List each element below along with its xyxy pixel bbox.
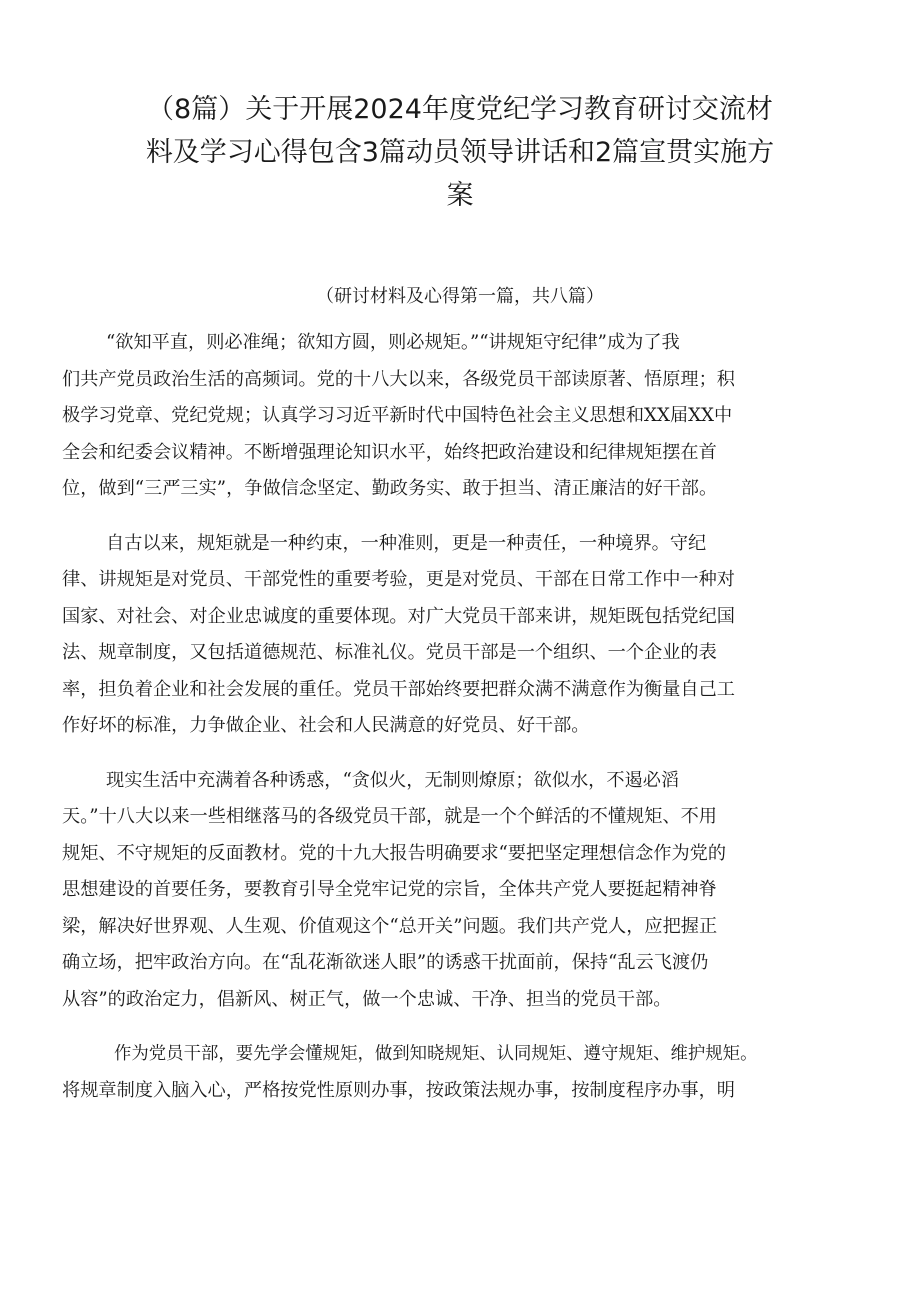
paragraph-line: 们共产党员政治生活的高频词。党的十八大以来，各级党员干部读原著、悟原理；积 bbox=[62, 368, 735, 390]
paragraph-line: 梁，解决好世界观、人生观、价值观这个“总开关”问题。我们共产党人，应把握正 bbox=[62, 915, 718, 937]
paragraph-line: 规矩、不守规矩的反面教材。党的十九大报告明确要求“要把坚定理想信念作为党的 bbox=[62, 842, 727, 864]
paragraph-line: 律、讲规矩是对党员、干部党性的重要考验，更是对党员、干部在日常工作中一种对 bbox=[62, 569, 735, 590]
paragraph-line: 国家、对社会、对企业忠诚度的重要体现。对广大党员干部来讲，规矩既包括党纪国 bbox=[62, 605, 735, 627]
title-line: （8篇）关于开展2024年度党纪学习教育研讨交流材 bbox=[147, 94, 773, 125]
paragraph-line: 天。”十八大以来一些相继落马的各级党员干部，就是一个个鲜活的不懂规矩、不用 bbox=[62, 806, 717, 827]
paragraph-line: 极学习党章、党纪党规；认真学习习近平新时代中国特色社会主义思想和XX届XX中 bbox=[62, 405, 733, 426]
paragraph-line: 法、规章制度，又包括道德规范、标准礼仪。党员干部是一个组织、一个企业的表 bbox=[62, 642, 717, 663]
paragraph-1 bbox=[62, 325, 862, 508]
paragraph-2 bbox=[62, 526, 862, 745]
paragraph-4 bbox=[62, 1036, 862, 1109]
title-line: 案 bbox=[446, 180, 474, 211]
paragraph-3 bbox=[62, 763, 862, 1019]
paragraph-line: 作为党员干部，要先学会懂规矩，做到知晓规矩、认同规矩、遵守规矩、维护规矩。 bbox=[114, 1044, 758, 1064]
document-body bbox=[62, 325, 862, 1127]
paragraph-line: 位，做到“三严三实”，争做信念坚定、勤政务实、敢于担当、清正廉洁的好干部。 bbox=[62, 478, 718, 499]
document-title bbox=[95, 88, 825, 217]
paragraph-line: 现实生活中充满着各种诱惑，“贪似火，无制则燎原；欲似水，不遏必滔 bbox=[106, 769, 680, 791]
document-subtitle: （研讨材料及心得第一篇，共八篇） bbox=[316, 286, 604, 307]
paragraph-line: 将规章制度入脑入心，严格按党性原则办事，按政策法规办事，按制度程序办事，明 bbox=[62, 1079, 735, 1101]
paragraph-line: 从容”的政治定力，倡新风、树正气，做一个忠诚、干净、担当的党员干部。 bbox=[62, 988, 672, 1010]
paragraph-line: 确立场，把牢政治方向。在“乱花渐欲迷人眼”的诱惑干扰面前，保持“乱云飞渡仍 bbox=[62, 952, 709, 973]
title-line: 料及学习心得包含3篇动员领导讲话和2篇宣贯实施方 bbox=[145, 137, 775, 168]
paragraph-line: 作好坏的标准，力争做企业、社会和人民满意的好党员、好干部。 bbox=[62, 715, 590, 736]
paragraph-line: 思想建设的首要任务，要教育引导全党牢记党的宗旨，全体共产党人要挺起精神脊 bbox=[62, 879, 717, 900]
paragraph-line: 自古以来，规矩就是一种约束，一种准则，更是一种责任，一种境界。守纪 bbox=[106, 532, 707, 554]
paragraph-line: 率，担负着企业和社会发展的重任。党员干部始终要把群众满不满意作为衡量自己工 bbox=[62, 678, 735, 700]
paragraph-line: 全会和纪委会议精神。不断增强理论知识水平，始终把政治建设和纪律规矩摆在首 bbox=[62, 441, 717, 463]
paragraph-line: “欲知平直，则必准绳；欲知方圆，则必规矩。”“讲规矩守纪律”成为了我 bbox=[106, 332, 680, 353]
